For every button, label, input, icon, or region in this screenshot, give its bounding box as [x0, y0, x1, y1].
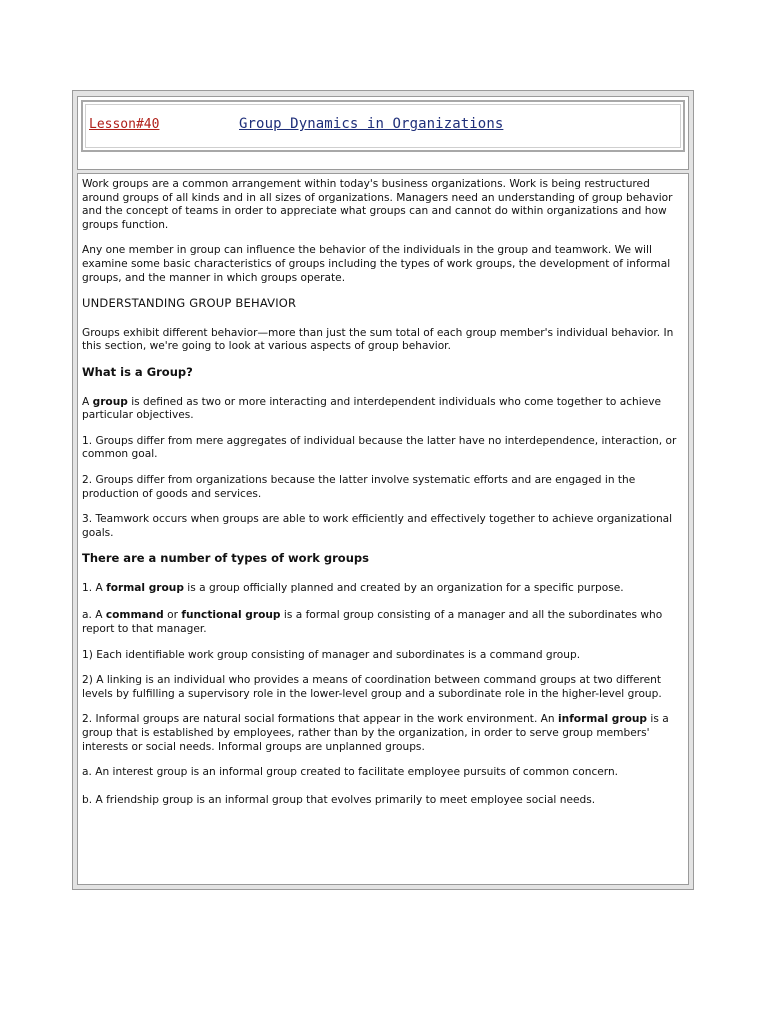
heading-what-is-group: What is a Group?	[82, 364, 193, 379]
command-group-paragraph	[82, 609, 684, 636]
intro-paragraph-2: Any one member in group can influence the behavior of the individuals in the group and teamwork. We will examine some basic characteristics of groups including the types of work groups, the development of informal groups, and the manner in which groups operate.	[82, 244, 671, 284]
command-post: is a formal group consisting of a manager and all the subordinates who report to that manager.	[82, 609, 663, 636]
point-2: 2. Groups differ from organizations because the latter involve systematic efforts and are engaged in the production of goods and services.	[82, 473, 636, 500]
command-pre: a. A	[82, 609, 106, 622]
formal-post: is a group officially planned and created by an organization for a specific purpose.	[183, 581, 624, 594]
content-cell	[77, 173, 689, 885]
heading-understanding: UNDERSTANDING GROUP BEHAVIOR	[82, 296, 297, 311]
understanding-paragraph: Groups exhibit different behavior—more than just the sum total of each group member's individual behavior. In this section, we're going to look at various aspects of group behavior.	[82, 326, 674, 353]
interest-group: a. An interest group is an informal group created to facilitate employee pursuits of common concern.	[82, 766, 619, 779]
linking-paragraph: 2) A linking is an individual who provides a means of coordination between command groups at two different levels by fulfilling a supervisory role in the lower-level group and a subordinate role in the higher-level group.	[82, 674, 662, 700]
functional-term: functional group	[181, 609, 281, 622]
formal-pre: 1. A	[82, 581, 107, 594]
each-work-group: 1) Each identifiable work group consisting of manager and subordinates is a command group.	[82, 648, 581, 661]
header-cell	[77, 96, 689, 170]
definition-post: is defined as two or more interacting and interdependent individuals who come together to achieve particular objectives.	[82, 395, 662, 422]
informal-group-paragraph	[82, 713, 684, 754]
lesson-number: Lesson#40	[89, 117, 160, 132]
group-definition	[82, 396, 684, 423]
document-frame	[72, 90, 694, 890]
intro-paragraph-1: Work groups are a common arrangement within today's business organizations. Work is being restructured around groups of all kinds and in all sizes of organizations. Managers need an understanding of group behavior and the concept of teams in order to appreciate what groups can and cannot do within organizations and how groups function.	[82, 178, 673, 231]
definition-term: group	[92, 395, 128, 408]
informal-post: is a group that is established by employees, rather than by the organization, in order to serve group members' interests or social needs. Informal groups are unplanned groups.	[82, 713, 669, 753]
point-1: 1. Groups differ from mere aggregates of individual because the latter have no interdependence, interaction, or common goal.	[82, 434, 677, 461]
title-box	[81, 100, 685, 152]
point-3: 3. Teamwork occurs when groups are able to work efficiently and effectively together to achieve organizational goals.	[82, 513, 673, 539]
command-term: command	[105, 609, 164, 622]
formal-group-paragraph	[82, 582, 684, 596]
informal-term: informal group	[558, 713, 648, 726]
heading-types: There are a number of types of work groups	[82, 551, 369, 566]
definition-pre: A	[82, 395, 93, 408]
command-mid: or	[163, 609, 182, 622]
page-title: Group Dynamics in Organizations	[239, 116, 504, 132]
friendship-group: b. A friendship group is an informal group that evolves primarily to meet employee social needs.	[82, 793, 596, 806]
informal-pre: 2. Informal groups are natural social formations that appear in the work environment. An	[82, 713, 559, 726]
formal-term: formal group	[106, 581, 184, 594]
